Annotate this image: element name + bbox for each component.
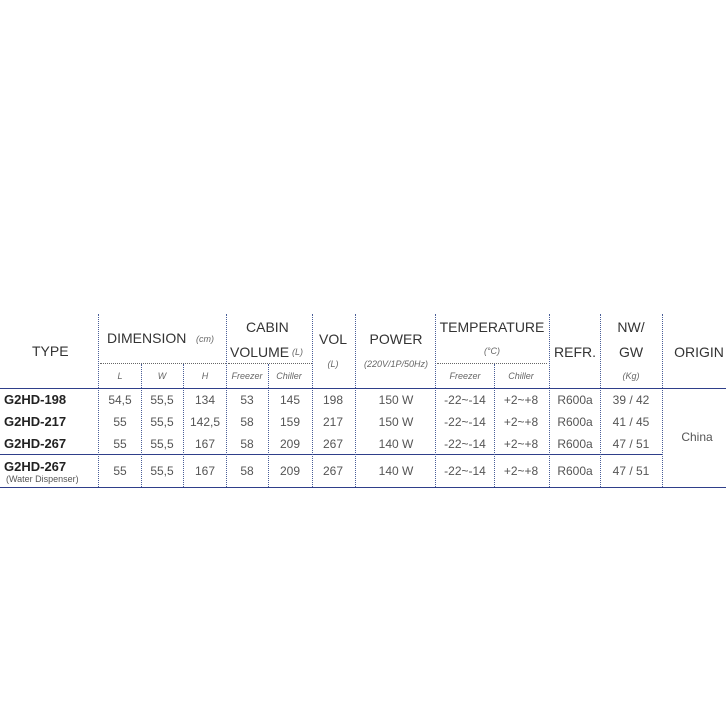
row-2-freezer: 58 [240,415,254,429]
row-4-height: 167 [194,464,216,478]
header-volume: VOLUME [230,344,290,360]
row-2-vol: 217 [322,415,344,429]
row-4-temp-chiller: +2~+8 [503,464,539,478]
row-1-chiller: 145 [279,393,301,407]
row-4-chiller: 209 [279,464,301,478]
header-temperature: TEMPERATURE [439,319,545,335]
col-divider [98,390,99,487]
subcol-divider [494,390,495,487]
subcol-divider [268,390,269,487]
row-2-height: 142,5 [189,415,221,429]
subcol-divider [141,390,142,487]
row-3-height: 167 [194,437,216,451]
subcol-divider [268,364,269,388]
row-2-type: G2HD-217 [4,414,67,429]
subheader-width: W [157,371,167,381]
col-divider [600,390,601,487]
header-cabin: CABIN [246,319,289,335]
subcol-divider [183,364,184,388]
row-4-freezer: 58 [240,464,254,478]
subheader-temp-freezer: Freezer [449,371,481,381]
row-1-temp-chiller: +2~+8 [503,393,539,407]
row-4-note: (Water Dispenser) [6,474,79,484]
header-nw: NW/ [617,319,645,335]
subheader-chiller: Chiller [276,371,302,381]
row-3-weight: 47 / 51 [612,437,650,451]
row-3-freezer: 58 [240,437,254,451]
subcol-divider [141,364,142,388]
col-divider [226,314,227,388]
header-temperature-unit: (°C) [483,346,501,356]
row-3-refr: R600a [557,437,593,451]
col-divider [435,314,436,388]
subheader-temp-chiller: Chiller [508,371,534,381]
row-4-temp-freezer: -22~-14 [444,464,486,478]
row-1-length: 54,5 [108,393,132,407]
subheader-length: L [117,371,123,381]
header-vol-unit: (L) [327,359,339,369]
subcol-divider [494,364,495,388]
volume-subheader-rule [228,363,312,364]
row-3-temp-chiller: +2~+8 [503,437,539,451]
row-4-power: 140 W [378,464,414,478]
col-divider [435,390,436,487]
col-divider [312,314,313,388]
row-4-width: 55,5 [150,464,174,478]
subheader-height: H [201,371,209,381]
header-dimension-unit: (cm) [196,334,214,344]
row-1-type: G2HD-198 [4,392,67,407]
col-divider [355,314,356,388]
header-origin: ORIGIN [674,344,724,360]
row-1-power: 150 W [378,393,414,407]
row-3-vol: 267 [322,437,344,451]
row-2-width: 55,5 [150,415,174,429]
row-3-temp-freezer: -22~-14 [444,437,486,451]
row-3-type: G2HD-267 [4,436,67,451]
subcol-divider [183,390,184,487]
row-4-length: 55 [113,464,127,478]
row-1-freezer: 53 [240,393,254,407]
col-divider [226,390,227,487]
col-divider [549,314,550,388]
row-2-chiller: 159 [279,415,301,429]
row-4-vol: 267 [322,464,344,478]
temperature-subheader-rule [437,363,547,364]
col-divider [355,390,356,487]
header-weight-unit: (Kg) [622,371,640,381]
header-gw: GW [618,344,644,360]
subheader-freezer: Freezer [231,371,263,381]
row-3-power: 140 W [378,437,414,451]
row-4-refr: R600a [557,464,593,478]
col-divider [600,314,601,388]
col-divider [662,390,663,487]
row-1-vol: 198 [322,393,344,407]
table-bottom-rule [0,487,726,488]
dimension-subheader-rule [100,363,226,364]
row-1-height: 134 [194,393,216,407]
header-dimension: DIMENSION [107,330,187,346]
row-3-length: 55 [113,437,127,451]
col-divider [98,314,99,388]
row-2-temp-chiller: +2~+8 [503,415,539,429]
row-2-temp-freezer: -22~-14 [444,415,486,429]
header-rule [0,388,726,389]
col-divider [549,390,550,487]
header-vol: VOL [318,331,348,347]
header-power: POWER [369,331,423,347]
header-refr: REFR. [554,344,596,360]
row-1-temp-freezer: -22~-14 [444,393,486,407]
row-4-type: G2HD-267 [4,459,67,474]
row-2-weight: 41 / 45 [612,415,650,429]
header-type: TYPE [32,343,69,359]
header-power-unit: (220V/1P/50Hz) [363,359,429,369]
row-3-width: 55,5 [150,437,174,451]
row-1-weight: 39 / 42 [612,393,650,407]
row-4-weight: 47 / 51 [612,464,650,478]
header-volume-unit: (L) [292,347,303,357]
row-3-chiller: 209 [279,437,301,451]
row-1-refr: R600a [557,393,593,407]
origin-value: China [681,430,713,444]
col-divider [662,314,663,388]
col-divider [312,390,313,487]
row-2-length: 55 [113,415,127,429]
row-separator [0,454,662,455]
row-2-refr: R600a [557,415,593,429]
row-1-width: 55,5 [150,393,174,407]
row-2-power: 150 W [378,415,414,429]
